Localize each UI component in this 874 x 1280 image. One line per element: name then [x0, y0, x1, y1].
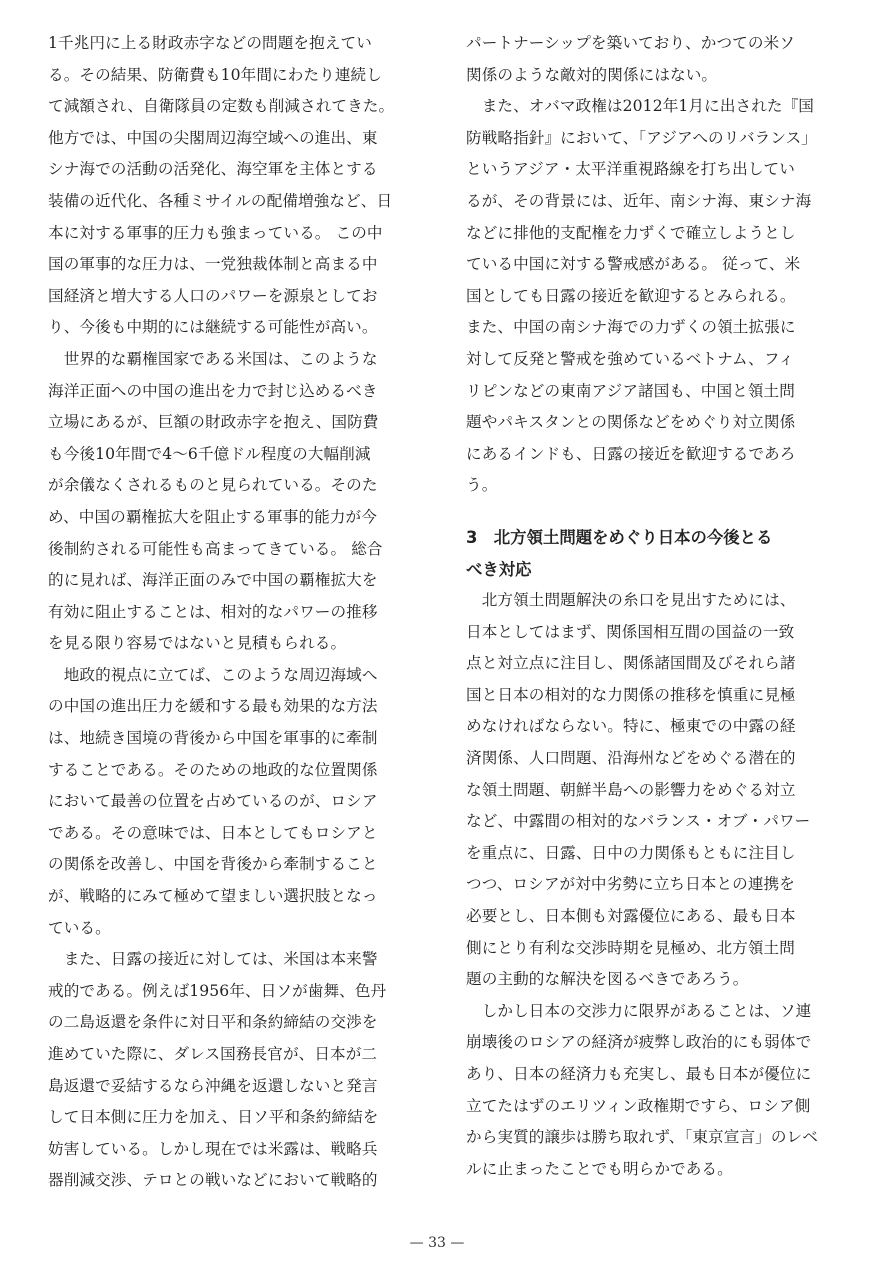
text-line: 点と対立点に注目し、関係諸国間及びそれら諸: [466, 654, 796, 673]
text-line: しかし日本の交渉力に限界があることは、ソ連: [466, 1001, 812, 1020]
text-line: 済関係、人口問題、沿海州などをめぐる潜在的: [466, 749, 796, 768]
text-line: 妨害している。しかし現在では米露は、戦略兵: [48, 1139, 378, 1158]
text-line: 戒的である。例えば1956年、日ソが歯舞、色丹: [48, 981, 387, 1000]
right-column-body-after-heading: [466, 585, 830, 1185]
text-line: ルに止まったことでも明らかである。: [466, 1159, 733, 1178]
text-line: というアジア・太平洋重視路線を打ち出してい: [466, 160, 795, 179]
text-line: な領土問題、朝鮮半島への影響力をめぐる対立: [466, 780, 796, 799]
text-line: 器削減交渉、テロとの戦いなどにおいて戦略的: [48, 1171, 378, 1190]
text-line: 進めていた際に、ダレス国務長官が、日本が二: [48, 1045, 378, 1063]
text-line: を見る限り容易ではないと見積もられる。: [48, 634, 347, 653]
text-line: また、中国の南シナ海での力ずくの領土拡張に: [466, 318, 796, 337]
text-line: リピンなどの東南アジア諸国も、中国と領土問: [466, 381, 795, 400]
text-line: 装備の近代化、各種ミサイルの配備増強など、日: [48, 191, 393, 210]
text-line: めなければならない。特に、極東での中露の経: [466, 717, 796, 736]
right-column-body-before-heading: [466, 28, 830, 502]
text-line: 海洋正面への中国の進出を力で封じ込めるべき: [48, 381, 378, 400]
text-line: から実質的譲歩は勝ち取れず、「東京宣言」のレベ: [466, 1128, 818, 1147]
text-line: パートナーシップを築いており、かつての米ソ: [466, 34, 795, 52]
text-line: う。: [466, 476, 498, 495]
text-line: 島返還で妥結するなら沖縄を返還しないと発言: [48, 1076, 378, 1095]
text-line: ている。: [48, 918, 111, 937]
text-line: にあるインドも、日露の接近を歓迎するであろ: [466, 444, 796, 463]
text-line: て減額され、自衛隊員の定数も削減されてきた。: [48, 97, 395, 116]
text-line: 日本としてはまず、関係国相互間の国益の一致: [466, 622, 795, 641]
text-line: 国としても日露の接近を歓迎するとみられる。: [466, 286, 796, 305]
text-line: ている中国に対する警戒感がある。 従って、米: [466, 255, 801, 274]
section-heading: [466, 522, 830, 585]
text-line: 立場にあるが、巨額の財政赤字を抱え、国防費: [48, 413, 379, 432]
text-line: である。その意味では、日本としてもロシアと: [48, 823, 378, 842]
left-column: [48, 28, 412, 1197]
text-line: 防戦略指針』において、「アジアへのリバランス」: [466, 128, 817, 147]
text-line: また、日露の接近に対しては、米国は本来警: [48, 950, 378, 969]
text-line: り、今後も中期的には継続する可能性が高い。: [48, 318, 378, 337]
text-line: 1千兆円に上る財政赤字などの問題を抱えてい: [48, 34, 372, 52]
text-line: 題の主動的な解決を図るべきであろう。: [466, 970, 749, 989]
text-line: も今後10年間で4～6千億ドル程度の大幅削減: [48, 444, 371, 463]
text-line: は、地続き国境の背後から中国を軍事的に牽制: [48, 729, 378, 748]
text-line: 後制約される可能性も高まってきている。 総合: [48, 539, 383, 558]
text-line: 他方では、中国の尖閣周辺海空域への進出、東: [48, 128, 378, 147]
text-line: など、中露間の相対的なバランス・オブ・パワー: [466, 812, 811, 831]
text-line: することである。そのための地政的な位置関係: [48, 760, 378, 779]
page-number: — 33 —: [409, 1235, 465, 1251]
text-line: の関係を改善し、中国を背後から牽制すること: [48, 855, 378, 874]
text-line: 国と日本の相対的な力関係の推移を慎重に見極: [466, 685, 796, 704]
text-line: 題やパキスタンとの関係などをめぐり対立関係: [466, 413, 796, 432]
text-line: 必要とし、日本側も対露優位にある、最も日本: [466, 907, 796, 926]
text-line: つつ、ロシアが対中劣勢に立ち日本との連携を: [466, 875, 795, 894]
text-line: るが、その背景には、近年、南シナ海、東シナ海: [466, 191, 812, 210]
text-line: 国経済と増大する人口のパワーを源泉としてお: [48, 286, 378, 305]
text-line: 地政的視点に立てば、このような周辺海域へ: [48, 665, 378, 684]
text-line: において最善の位置を占めているのが、ロシア: [48, 792, 378, 811]
text-line: シナ海での活動の活発化、海空軍を主体とする: [48, 160, 378, 179]
text-line: 対して反発と警戒を強めているベトナム、フィ: [466, 349, 795, 368]
text-line: 国の軍事的な圧力は、一党独裁体制と高まる中: [48, 255, 378, 274]
text-line: 的に見れば、海洋正面のみで中国の覇権拡大を: [48, 571, 378, 590]
text-line: る。その結果、防衛費も10年間にわたり連続し: [48, 65, 382, 84]
text-line: 本に対する軍事的圧力も強まっている。 この中: [48, 223, 383, 242]
text-line: などに排他的支配権を力ずくで確立しようとし: [466, 223, 796, 242]
text-line: め、中国の覇権拡大を阻止する軍事的能力が今: [48, 507, 377, 526]
text-line: 有効に阻止することは、相対的なパワーの推移: [48, 602, 378, 621]
text-line: して日本側に圧力を加え、日ソ平和条約締結を: [48, 1108, 379, 1127]
section-gap: [466, 502, 830, 522]
right-column: [466, 28, 830, 1185]
text-line: が、戦略的にみて極めて望ましい選択肢となっ: [48, 887, 378, 906]
text-line: 崩壊後のロシアの経済が疲弊し政治的にも弱体で: [466, 1033, 812, 1052]
text-line: が余儀なくされるものと見られている。そのた: [48, 476, 378, 495]
text-line: の二島返還を条件に対日平和条約締結の交渉を: [48, 1013, 378, 1032]
text-line: の中国の進出圧力を緩和する最も効果的な方法: [48, 697, 378, 716]
section-heading-line: 3 北方領土問題をめぐり日本の今後とる: [466, 527, 773, 547]
text-line: を重点に、日露、日中の力関係もともに注目し: [466, 843, 796, 862]
text-line: 側にとり有利な交渉時期を見極め、北方領土問: [466, 938, 795, 957]
text-line: また、オバマ政権は2012年1月に出された『国: [466, 97, 814, 116]
text-line: 世界的な覇権国家である米国は、このような: [48, 349, 378, 368]
text-line: 関係のような敵対的関係にはない。: [466, 65, 718, 84]
section-heading-line: べき対応: [466, 559, 532, 579]
text-line: 立てたはずのエリツィン政権期ですら、ロシア側: [466, 1096, 811, 1115]
text-line: あり、日本の経済力も充実し、最も日本が優位に: [466, 1065, 812, 1083]
text-line: 北方領土問題解決の糸口を見出すためには、: [466, 591, 796, 610]
